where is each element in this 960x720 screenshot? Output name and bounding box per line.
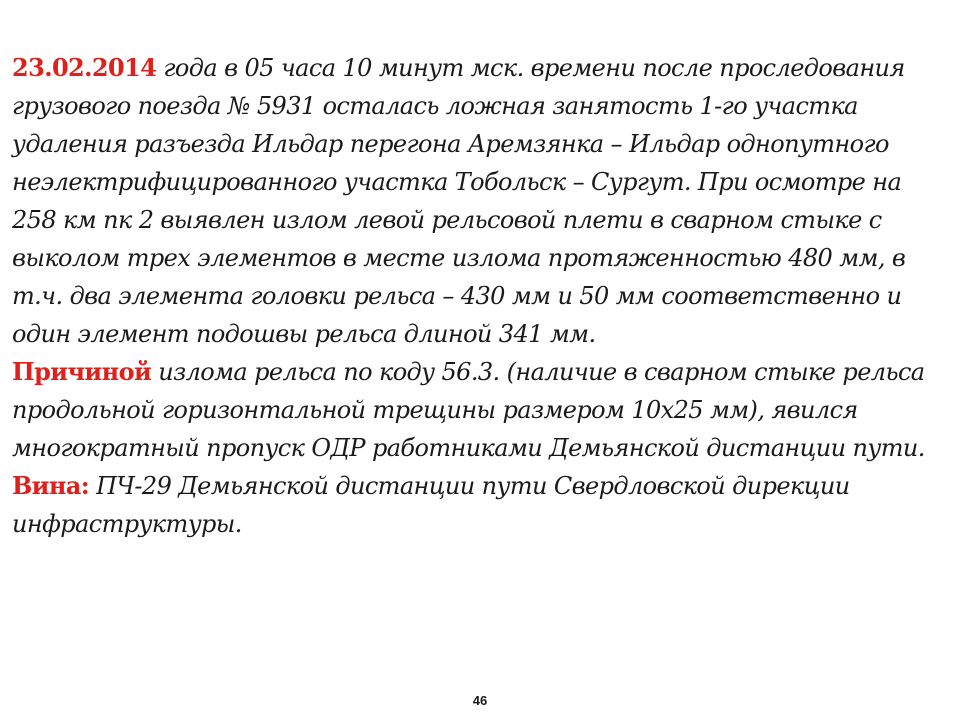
fault-heading: Вина: bbox=[12, 471, 90, 500]
page-number: 46 bbox=[472, 693, 488, 708]
incident-description: года в 05 часа 10 минут мск. времени после проследования грузового поезда № 5931 осталась ложная занятость 1-го участка удаления разъезда Ильдар перегона Аремзянка – Ильдар однопутного неэлектрифицированного участка Тобольск – Сургут. При осмотре на 258 км пк 2 выявлен излом левой рельсовой плети в сварном стыке с выколом трех элементов в месте излома протяженностью 480 мм, в т.ч. два элемента головки рельса – 430 мм и 50 мм соответственно и один элемент подошвы рельса длиной 341 мм. bbox=[12, 54, 906, 348]
slide-body bbox=[12, 49, 952, 543]
cause-description: излома рельса по коду 56.3. (наличие в сварном стыке рельса продольной горизонтальной трещины размером 10х25 мм), явился многократный пропуск ОДР работниками Демьянской дистанции пути. bbox=[12, 358, 925, 462]
cause-paragraph bbox=[12, 353, 952, 467]
cause-heading: Причиной bbox=[12, 357, 152, 386]
fault-description: ПЧ-29 Демьянской дистанции пути Свердловской дирекции инфраструктуры. bbox=[12, 472, 850, 538]
fault-paragraph bbox=[12, 467, 952, 543]
incident-paragraph bbox=[12, 49, 952, 353]
incident-date: 23.02.2014 bbox=[12, 53, 157, 82]
